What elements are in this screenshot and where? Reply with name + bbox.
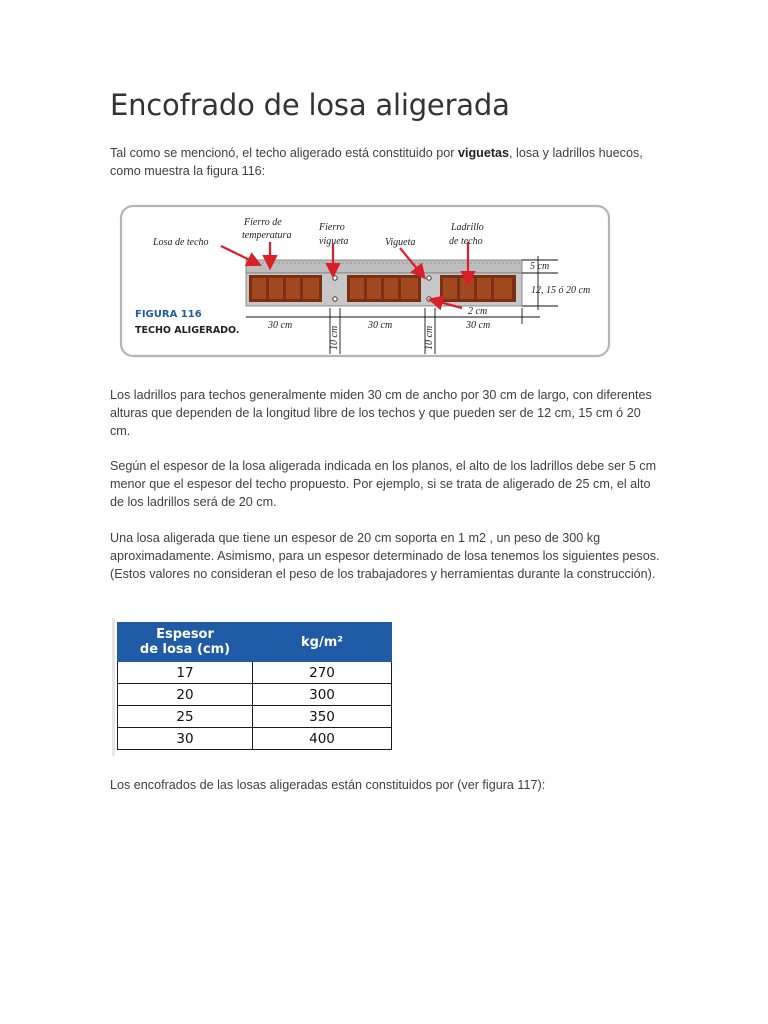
- label-ladrillo-2: de techo: [449, 236, 483, 247]
- viguetas-bold-text: viguetas: [457, 146, 510, 160]
- dim-30cm-2: 30 cm: [368, 320, 393, 331]
- intro-text-end: , losa y ladrillos huecos, como muestra la figura 116:: [110, 146, 643, 178]
- label-fierro-temperatura-1: Fierro de: [244, 217, 282, 228]
- cell-espesor: 25: [118, 706, 253, 728]
- header-espesor: [118, 623, 253, 662]
- page-title: Encofrado de losa aligerada: [110, 88, 510, 122]
- table-row: [118, 706, 392, 728]
- label-losa-de-techo: Losa de techo: [153, 237, 209, 248]
- cell-espesor: 20: [118, 684, 253, 706]
- intro-paragraph: [110, 144, 662, 180]
- dim-30cm-1: 30 cm: [268, 320, 293, 331]
- brick-group-2: [347, 275, 421, 302]
- dim-5cm: 5 cm: [530, 261, 550, 272]
- table-row: [118, 728, 392, 750]
- cell-espesor: 30: [118, 728, 253, 750]
- weights-table: [117, 622, 392, 750]
- paragraph-ladrillos: Los ladrillos para techos generalmente miden 30 cm de ancho por 30 cm de largo, con diferentes alturas que dependen de la longitud libre de los techos y que pueden ser de 12 cm, 15 cm ó 20 cm.: [110, 388, 652, 438]
- label-fierro-vigueta-2: vigueta: [319, 236, 349, 247]
- slab-top: [246, 260, 522, 273]
- brick-group-1: [249, 275, 322, 302]
- intro-text-start: Tal como se mencionó, el techo aligerado está constituido por: [110, 146, 458, 160]
- cell-peso: 400: [253, 728, 392, 750]
- dim-10cm-2: 10 cm: [424, 325, 435, 350]
- table-row: [118, 662, 392, 684]
- paragraph-encofrados: Los encofrados de las losas aligeradas están constituidos por (ver figura 117):: [110, 778, 546, 792]
- table-header-row: [118, 623, 392, 662]
- table-row: [118, 684, 392, 706]
- cell-peso: 300: [253, 684, 392, 706]
- header-espesor-line-1: Espesor: [156, 627, 214, 642]
- header-kg-m2: kg/m²: [253, 623, 392, 662]
- cell-espesor: 17: [118, 662, 253, 684]
- paragraph-pesos: Una losa aligerada que tiene un espesor de 20 cm soporta en 1 m2 , un peso de 300 kg aproximadamente. Asimismo, para un espesor determinado de losa tenemos los siguientes pesos. (Estos valores no consideran el peso de los trabajadores y herramientas durante la construcción).: [110, 531, 660, 581]
- label-fierro-vigueta-1: Fierro: [319, 222, 345, 233]
- cell-peso: 270: [253, 662, 392, 684]
- dim-2cm: 2 cm: [468, 306, 488, 317]
- brick-group-3: [440, 275, 516, 302]
- figure-caption-number: FIGURA 116: [135, 309, 202, 320]
- figure-116-techo-aligerado: [118, 204, 612, 358]
- dim-10cm-1: 10 cm: [329, 325, 340, 350]
- cell-peso: 350: [253, 706, 392, 728]
- dim-30cm-3: 30 cm: [466, 320, 491, 331]
- label-ladrillo-1: Ladrillo: [451, 222, 484, 233]
- header-espesor-line-2: de losa (cm): [139, 642, 231, 657]
- label-fierro-temperatura-2: temperatura: [242, 230, 292, 241]
- weights-table-image: [112, 618, 396, 756]
- label-vigueta: Vigueta: [385, 237, 416, 248]
- paragraph-espesor: Según el espesor de la losa aligerada indicada en los planos, el alto de los ladrillos debe ser 5 cm menor que el espesor del techo propuesto. Por ejemplo, si se trata de aligerado de 25 cm, el alto de los ladrillos será de 20 cm.: [110, 459, 657, 509]
- figure-caption-title: TECHO ALIGERADO.: [135, 325, 240, 336]
- dim-brick-height: 12, 15 ó 20 cm: [531, 285, 591, 296]
